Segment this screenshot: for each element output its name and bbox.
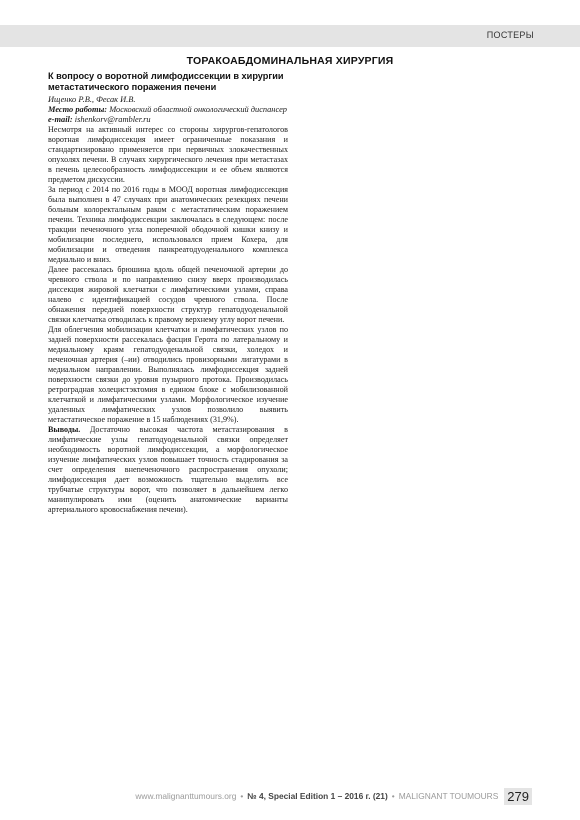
conclusion-text: Достаточно высокая частота метастазирования в лимфатические узлы гепатодуоденальной связки определяет необходимость воротной лимфодиссекции, а морфологическое изучение лимфатических узлов повышает точность стадирования за счет определения внепеченочного распространения опухоли; лимфодиссекция дает возможность тщательно выделить все трубчатые структуры ворот, что позволяет в дальнейшем легко манипулировать ими (оценить анатомические варианты артериального кровоснабжения печени). xyxy=(48,425,289,514)
footer-website[interactable]: www.malignanttumours.org xyxy=(135,791,237,801)
footer-issue: № 4, Special Edition 1 – 2016 г. (21) xyxy=(247,791,388,801)
workplace-value: Московский областной онкологический диспансер xyxy=(109,105,287,114)
email-label: e-mail: xyxy=(48,115,73,124)
email xyxy=(48,115,288,125)
email-value[interactable]: ishenkorv@rambler.ru xyxy=(74,115,151,124)
paragraph-4: Для облегчения мобилизации клетчатки и лимфатических узлов по задней поверхности рассекалась фасция Герота по латеральному и медиальному краям гепатодуоденальной связки, холедох и печеночная артерия (–ии) отводились провизорными лигатурами в медиальном направлении. Выполнялась лимфодиссекция задней поверхности связки до уровня пузырного протока. Производилась ретроградная холецистэктомия в едином блоке с мобилизованной клетчаткой и лимфатическими узлами. Морфологическое изучение удаленных лимфатических узлов позволило выявить метастатическое поражение в 15 наблюдениях (31,9%). xyxy=(48,325,288,424)
paragraph-3: Далее рассекалась брюшина вдоль общей печеночной артерии до чревного ствола и по направлению снизу вверх производилась диссекция жировой клетчатки с лимфатическими узлами, справа налево с идентификацией сосудов чревного ствола. После обнажения передней поверхности структур гепатодуоденальной связки клетчатка отводилась к правому верхнему углу ворот печени. xyxy=(48,265,288,324)
article xyxy=(48,71,288,515)
authors-text: Ищенко Р.В., Фесак И.В. xyxy=(48,95,136,104)
footer xyxy=(135,786,532,806)
bullet-separator: • xyxy=(391,791,395,801)
paragraph-2: За период с 2014 по 2016 годы в МООД воротная лимфодиссекция была выполнен в 47 случаях при анатомических резекциях печени больным колоректальным раком с метастатическим поражением печени. Техника лимфодиссекции заключалась в следующем: после тракции печеночного угла поперечной ободочной кишки книзу и мобилизации последнего, использовался прием Кохера, для мобилизации и отведения панкреатодуоденального комплекса медиально и вниз. xyxy=(48,185,288,264)
section-label: ПОСТЕРЫ xyxy=(486,30,534,40)
paragraph-1: Несмотря на активный интерес со стороны хирургов-гепатологов воротная лимфодиссекция имеет ограниченные показания и стандартизировано применяется при первичных злокачественных опухолях печени. В случаях хирургического лечения при метастазах в печень целесообразность лимфодиссекции и ее объем являются предметом дискуссии. xyxy=(48,125,288,184)
workplace xyxy=(48,105,288,115)
conclusion-label: Выводы. xyxy=(48,425,81,434)
section-title: ТОРАКОАБДОМИНАЛЬНАЯ ХИРУРГИЯ xyxy=(186,55,394,67)
authors xyxy=(48,95,288,105)
conclusion xyxy=(48,425,288,515)
page-number: 279 xyxy=(504,788,532,805)
article-title: К вопросу о воротной лимфодиссекции в хирургии метастатического поражения печени xyxy=(48,71,284,92)
bullet-separator: • xyxy=(240,791,244,801)
footer-journal: MALIGNANT TOUMOURS xyxy=(398,791,499,801)
header-bar xyxy=(0,25,580,47)
workplace-label: Место работы: xyxy=(48,105,108,114)
